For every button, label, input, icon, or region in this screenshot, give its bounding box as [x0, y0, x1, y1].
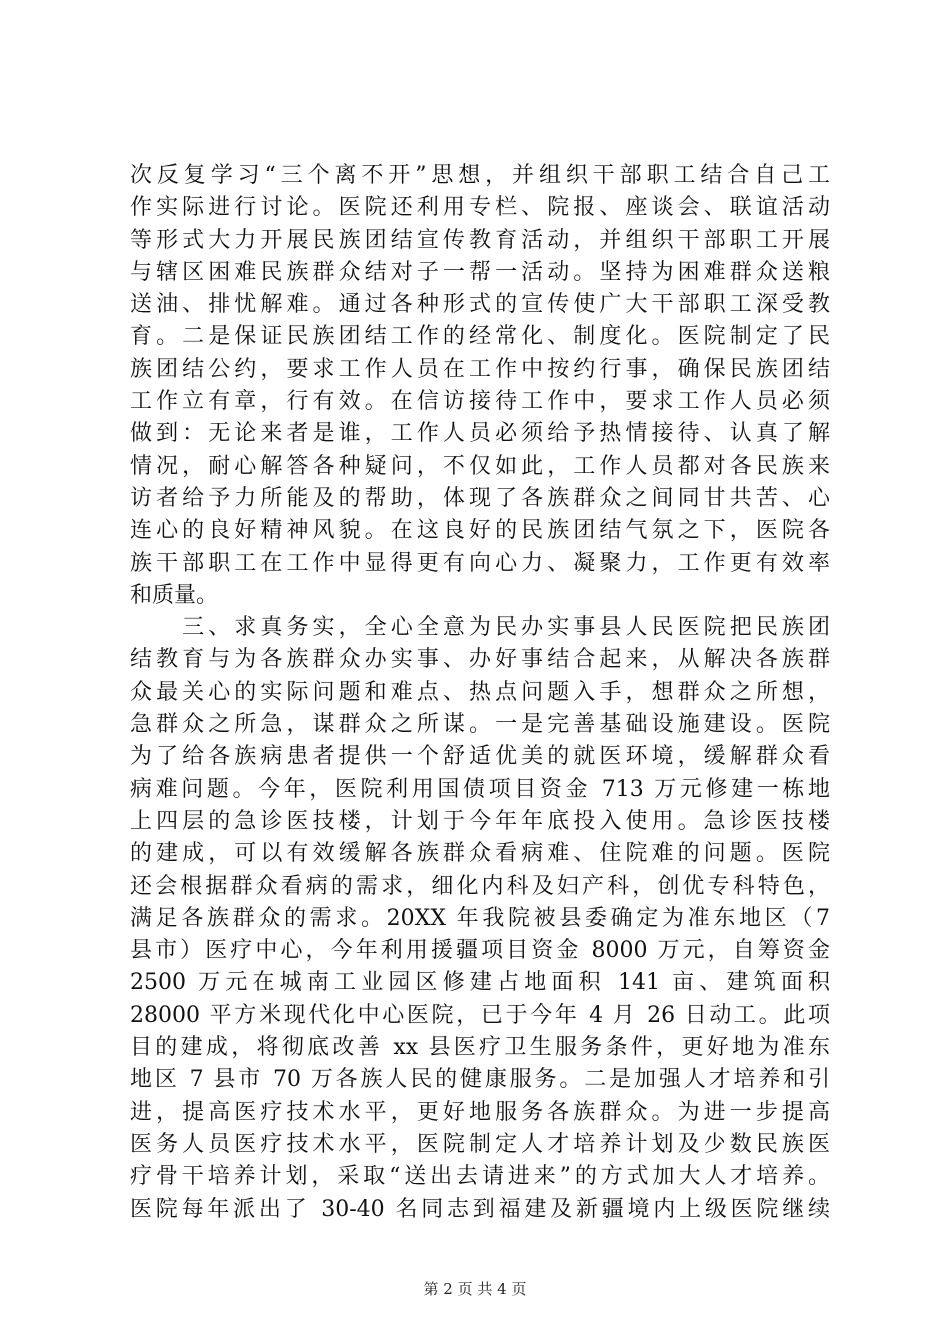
body-text	[130, 160, 830, 1226]
text-line: 结教育与为各族群众办实事、办好事结合起来，从解决各族群	[130, 647, 830, 673]
text-line: 众最关心的实际问题和难点、热点问题入手，想群众之所想，	[130, 679, 830, 705]
text-line: 次反复学习“三个离不开”思想，并组织干部职工结合自己工	[130, 163, 830, 188]
text-line: 作实际进行讨论。医院还利用专栏、院报、座谈会、联谊活动	[130, 195, 830, 221]
text-line: 和质量。	[130, 582, 219, 608]
text-line: 三、求真务实，全心全意为民办实事县人民医院把民族团	[130, 615, 830, 641]
text-line: 2500 万元在城南工业园区修建占地面积 141 亩、建筑面积	[130, 970, 830, 996]
text-line: 工作立有章，行有效。在信访接待工作中，要求工作人员必须	[130, 389, 830, 415]
text-line: 上四层的急诊医技楼，计划于今年年底投入使用。急诊医技楼	[130, 808, 830, 834]
text-line: 情况，耐心解答各种疑问，不仅如此，工作人员都对各民族来	[130, 453, 830, 479]
page-footer: 第 2 页 共 4 页	[423, 1280, 527, 1298]
text-line: 为了给各族病患者提供一个舒适优美的就医环境，缓解群众看	[130, 744, 830, 770]
text-line: 病难问题。今年，医院利用国债项目资金 713 万元修建一栋地	[130, 776, 830, 802]
text-line: 送油、排忧解难。通过各种形式的宣传使广大干部职工深受教	[130, 292, 830, 318]
text-line: 急群众之所急，谋群众之所谋。一是完善基础设施建设。医院	[130, 712, 830, 738]
text-line: 疗骨干培养计划，采取“送出去请进来”的方式加大人才培养。	[130, 1164, 830, 1190]
text-line: 目的建成，将彻底改善 xx 县医疗卫生服务条件，更好地为准东	[130, 1035, 830, 1061]
text-line: 族团结公约，要求工作人员在工作中按约行事，确保民族团结	[130, 356, 830, 382]
text-line: 医院每年派出了 30-40 名同志到福建及新疆境内上级医院继续	[130, 1196, 830, 1222]
text-line: 进，提高医疗技术水平，更好地服务各族群众。为进一步提高	[130, 1099, 830, 1125]
text-line: 县市）医疗中心，今年利用援疆项目资金 8000 万元，自筹资金	[130, 938, 830, 964]
text-line: 满足各族群众的需求。20XX 年我院被县委确定为准东地区（7	[130, 905, 830, 931]
text-line: 做到：无论来者是谁，工作人员必须给予热情接待、认真了解	[130, 421, 830, 447]
text-line: 的建成，可以有效缓解各族群众看病难、住院难的问题。医院	[130, 841, 830, 867]
text-line: 育。二是保证民族团结工作的经常化、制度化。医院制定了民	[130, 324, 830, 350]
text-line: 连心的良好精神风貌。在这良好的民族团结气氛之下，医院各	[130, 518, 830, 544]
text-line: 访者给予力所能及的帮助，体现了各族群众之间同甘共苦、心	[130, 485, 830, 511]
text-line: 还会根据群众看病的需求，细化内科及妇产科，创优专科特色，	[130, 873, 830, 899]
text-line: 等形式大力开展民族团结宣传教育活动，并组织干部职工开展	[130, 227, 830, 253]
text-line: 地区 7 县市 70 万各族人民的健康服务。二是加强人才培养和引	[130, 1067, 830, 1093]
text-line: 医务人员医疗技术水平，医院制定人才培养计划及少数民族医	[130, 1131, 830, 1157]
text-line: 28000 平方米现代化中心医院，已于今年 4 月 26 日动工。此项	[130, 1002, 830, 1028]
text-line: 与辖区困难民族群众结对子一帮一活动。坚持为困难群众送粮	[130, 259, 830, 285]
text-line: 族干部职工在工作中显得更有向心力、凝聚力，工作更有效率	[130, 550, 830, 576]
